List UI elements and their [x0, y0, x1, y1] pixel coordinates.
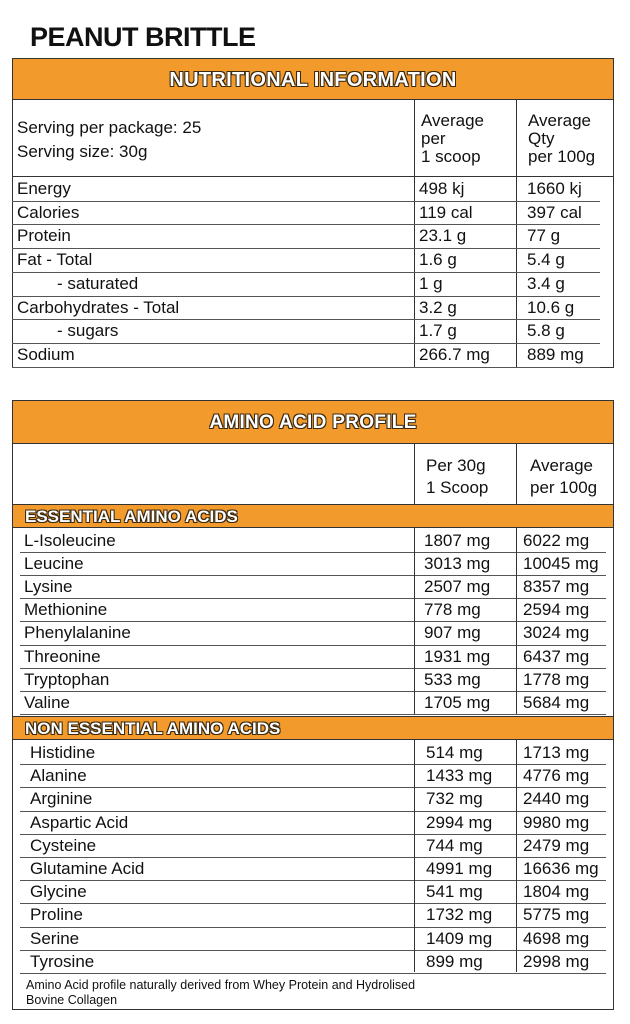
- row-value-per-100g: 10045 mg: [523, 554, 599, 574]
- essential-banner: ESSENTIAL AMINO ACIDS: [12, 504, 614, 528]
- row-value-per-100g: 4776 mg: [523, 766, 590, 786]
- row-value-per-100g: 77 g: [527, 226, 561, 246]
- row-divider: [20, 834, 606, 835]
- row-value-per-scoop: 1433 mg: [426, 766, 493, 786]
- row-value-per-scoop: 1705 mg: [424, 692, 491, 712]
- row-value-per-scoop: 1.7 g: [419, 321, 457, 341]
- row-value-per-scoop: 4991 mg: [426, 859, 493, 878]
- row-value-per-scoop: 732 mg: [426, 789, 483, 809]
- row-value-per-100g: 2440 mg: [523, 789, 590, 809]
- row-value-per-100g: 1804 mg: [523, 882, 590, 902]
- row-label: Aspartic Acid: [30, 812, 129, 832]
- column-divider: [516, 740, 517, 972]
- row-divider: [12, 248, 600, 249]
- row-value-per-scoop: 541 mg: [426, 882, 483, 902]
- row-label: Lysine: [24, 577, 73, 597]
- row-label: Fat - Total: [17, 250, 93, 270]
- row-divider: [20, 645, 606, 646]
- row-divider: [20, 811, 606, 812]
- row-divider: [20, 927, 606, 928]
- row-divider: [12, 319, 600, 320]
- row-value-per-100g: 397 cal: [527, 202, 582, 222]
- row-label: Sodium: [17, 344, 75, 364]
- row-value-per-scoop: 2507 mg: [424, 577, 491, 597]
- serving-size: Serving size: 30g: [17, 142, 148, 161]
- row-divider: [12, 296, 600, 297]
- row-label: Threonine: [24, 646, 101, 666]
- row-label: Energy: [17, 179, 71, 198]
- nutrition-banner: NUTRITIONAL INFORMATION: [12, 58, 614, 100]
- footnote: Amino Acid profile naturally derived from Whey Protein and Hydrolised Bovine Collagen: [26, 978, 416, 1007]
- row-divider: [20, 621, 606, 622]
- row-divider: [20, 973, 606, 974]
- row-value-per-scoop: 1409 mg: [426, 928, 493, 948]
- row-value-per-100g: 10.6 g: [527, 297, 575, 317]
- row-value-per-scoop: 533 mg: [424, 669, 481, 689]
- row-divider: [20, 575, 606, 576]
- row-value-per-scoop: 1807 mg: [424, 531, 491, 550]
- row-value-per-100g: 5775 mg: [523, 905, 590, 925]
- row-label: Tryptophan: [24, 669, 110, 689]
- column-divider: [516, 528, 517, 714]
- nutrition-col2-header: Average Qty per 100g: [528, 111, 596, 166]
- row-divider: [20, 714, 606, 715]
- row-label: - saturated: [57, 273, 139, 293]
- row-label: Carbohydrates - Total: [17, 297, 180, 317]
- row-value-per-scoop: 744 mg: [426, 835, 483, 855]
- row-divider: [20, 668, 606, 669]
- row-value-per-100g: 1660 kj: [527, 179, 582, 198]
- row-value-per-100g: 3.4 g: [527, 273, 565, 293]
- row-value-per-100g: 2479 mg: [523, 835, 590, 855]
- row-label: Tyrosine: [30, 951, 95, 971]
- row-value-per-scoop: 266.7 mg: [419, 344, 490, 364]
- row-divider: [12, 343, 600, 344]
- row-label: Glutamine Acid: [30, 859, 145, 878]
- row-value-per-100g: 5.4 g: [527, 250, 565, 270]
- row-label: Serine: [30, 928, 80, 948]
- row-label: Methionine: [24, 600, 108, 620]
- row-value-per-scoop: 3.2 g: [419, 297, 457, 317]
- row-value-per-scoop: 1931 mg: [424, 646, 491, 666]
- row-label: Leucine: [24, 554, 84, 574]
- row-divider: [20, 764, 606, 765]
- row-value-per-100g: 6437 mg: [523, 646, 590, 666]
- row-divider: [12, 367, 600, 368]
- row-value-per-scoop: 1 g: [419, 273, 443, 293]
- row-value-per-100g: 2998 mg: [523, 951, 590, 971]
- non-essential-banner: NON ESSENTIAL AMINO ACIDS: [12, 716, 614, 740]
- row-divider: [12, 224, 600, 225]
- row-value-per-scoop: 1.6 g: [419, 250, 457, 270]
- row-value-per-scoop: 1732 mg: [426, 905, 493, 925]
- row-value-per-scoop: 514 mg: [426, 743, 483, 762]
- row-divider: [20, 903, 606, 904]
- row-divider: [20, 787, 606, 788]
- row-label: L-Isoleucine: [24, 531, 116, 550]
- row-label: Arginine: [30, 789, 93, 809]
- row-label: Cysteine: [30, 835, 97, 855]
- row-label: Phenylalanine: [24, 623, 131, 643]
- row-value-per-100g: 9980 mg: [523, 812, 590, 832]
- row-value-per-100g: 16636 mg: [523, 859, 599, 878]
- amino-banner: AMINO ACID PROFILE: [12, 400, 614, 444]
- row-label: - sugars: [57, 321, 119, 341]
- row-value-per-100g: 5684 mg: [523, 692, 590, 712]
- column-divider: [414, 528, 415, 714]
- row-label: Calories: [17, 202, 80, 222]
- row-value-per-scoop: 498 kj: [419, 179, 465, 198]
- row-value-per-100g: 1778 mg: [523, 669, 590, 689]
- nutrition-col1-header: Average per 1 scoop: [421, 111, 485, 166]
- amino-col2-header: Average per 100g: [530, 456, 598, 497]
- row-label: Protein: [17, 226, 71, 246]
- row-label: Alanine: [30, 766, 87, 786]
- row-value-per-scoop: 778 mg: [424, 600, 481, 620]
- row-label: Histidine: [30, 743, 96, 762]
- row-value-per-100g: 889 mg: [527, 344, 584, 364]
- row-divider: [20, 598, 606, 599]
- row-divider: [20, 552, 606, 553]
- row-value-per-scoop: 899 mg: [426, 951, 483, 971]
- row-value-per-scoop: 2994 mg: [426, 812, 493, 832]
- amino-col1-header: Per 30g 1 Scoop: [426, 456, 489, 497]
- product-title: PEANUT BRITTLE: [30, 22, 256, 52]
- serving-per-package: Serving per package: 25: [17, 118, 202, 137]
- row-value-per-100g: 5.8 g: [527, 321, 565, 341]
- row-value-per-100g: 8357 mg: [523, 577, 590, 597]
- row-label: Glycine: [30, 882, 87, 902]
- row-divider: [20, 857, 606, 858]
- row-value-per-100g: 6022 mg: [523, 531, 590, 550]
- row-value-per-scoop: 119 cal: [419, 202, 473, 222]
- row-divider: [20, 880, 606, 881]
- row-divider: [20, 950, 606, 951]
- row-label: Valine: [24, 692, 70, 712]
- row-value-per-100g: 3024 mg: [523, 623, 590, 643]
- row-divider: [20, 691, 606, 692]
- row-value-per-scoop: 23.1 g: [419, 226, 467, 246]
- row-value-per-100g: 1713 mg: [523, 743, 590, 762]
- row-divider: [12, 201, 600, 202]
- column-divider: [414, 740, 415, 972]
- row-label: Proline: [30, 905, 83, 925]
- row-value-per-100g: 4698 mg: [523, 928, 590, 948]
- row-value-per-scoop: 3013 mg: [424, 554, 491, 574]
- row-divider: [12, 272, 600, 273]
- row-value-per-scoop: 907 mg: [424, 623, 481, 643]
- row-value-per-100g: 2594 mg: [523, 600, 590, 620]
